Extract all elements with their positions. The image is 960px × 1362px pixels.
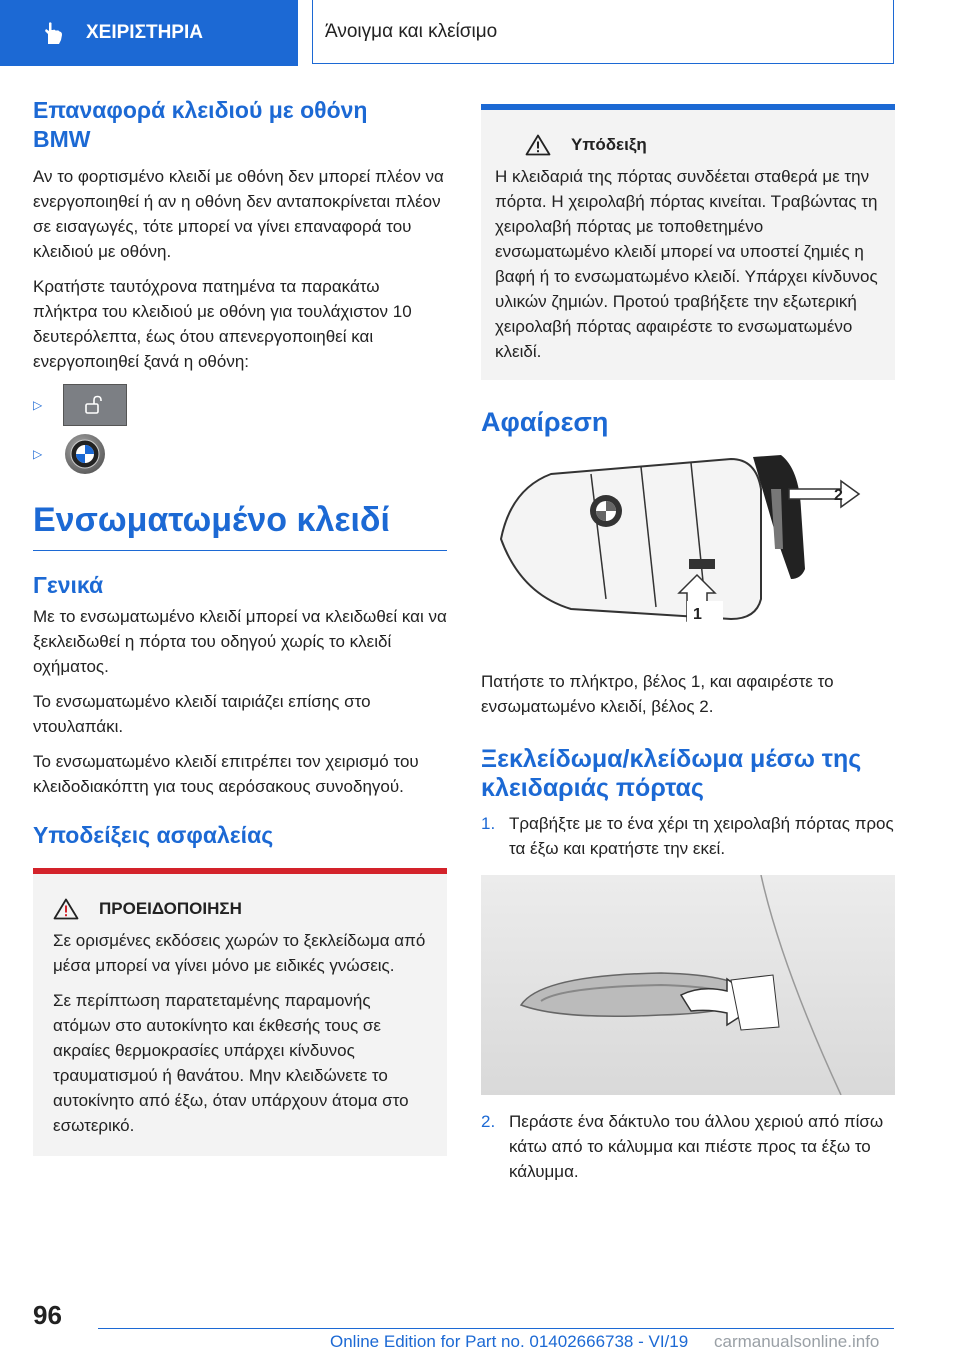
right-column xyxy=(481,104,895,1196)
step-text: Τραβήξτε με το ένα χέρι τη χειρολαβή πόρτας προς τα έξω και κρατήστε την εκεί. xyxy=(509,814,894,858)
list-item xyxy=(481,1109,895,1184)
watermark: carmanualsonline.info xyxy=(714,1332,880,1351)
arrow-label-1: 1 xyxy=(693,606,702,623)
reset-paragraph-2: Κρατήστε ταυτόχρονα πατημένα τα παρακάτω πλήκτρα του κλειδιού με οθόνη για τουλάχιστον 10 δευτερόλεπτα, έως ότου απενεργοποιηθεί και ενεργοποιηθεί ξανά η οθόνη: xyxy=(33,277,412,371)
list-item xyxy=(481,811,895,861)
step-number: 1. xyxy=(481,814,496,833)
caution-triangle-icon xyxy=(525,134,551,156)
step-number: 2. xyxy=(481,1112,496,1131)
door-handle-figure xyxy=(481,875,895,1095)
hand-pointer-icon xyxy=(40,20,66,46)
edition-text: Online Edition for Part no. 01402666738 - VI/19 xyxy=(330,1332,689,1351)
lock-section-title: Ξεκλείδωμα/κλείδωμα μέσω της κλειδαριάς πόρτας xyxy=(481,745,862,802)
door-handle-illustration xyxy=(481,875,895,1095)
warning-triangle-icon xyxy=(53,898,79,920)
bullet-triangle-icon: ▷ xyxy=(33,398,43,412)
reset-paragraph-1: Αν το φορτισμένο κλειδί με οθόνη δεν μπορεί πλέον να ενεργοποιηθεί ή αν η οθόνη δεν ανταποκρίνεται πλέον σε εισαγωγές, τότε μπορεί να γίνει επαναφορά του κλειδιού με οθόνη. xyxy=(33,167,444,261)
safety-section-title: Υποδείξεις ασφαλείας xyxy=(33,822,274,848)
reset-section-title: Επαναφορά κλειδιού με οθόνη BMW xyxy=(33,97,368,152)
page-header xyxy=(0,0,960,66)
main-title-block xyxy=(33,500,447,551)
page-title: Ενσωματωμένο κλειδί xyxy=(33,501,390,539)
note-header xyxy=(525,134,881,156)
note-title: Υπόδειξη xyxy=(571,135,647,154)
arrow-label-2: 2 xyxy=(834,487,843,504)
manual-section-tab[interactable] xyxy=(0,0,298,66)
unlock-icon xyxy=(84,395,106,415)
removal-section-title: Αφαίρεση xyxy=(481,407,609,437)
bullet-triangle-icon: ▷ xyxy=(33,447,43,461)
key-removal-illustration xyxy=(481,449,895,649)
chapter-title: Άνοιγμα και κλείσιμο xyxy=(312,0,894,64)
general-section-title: Γενικά xyxy=(33,572,104,598)
warning-paragraph-1: Σε ορισμένες εκδόσεις χωρών το ξεκλείδωμα από μέσα μπορεί να γίνει μόνο με ειδικές γνώσεις. xyxy=(53,931,426,975)
unlock-button-image xyxy=(63,384,127,426)
list-item xyxy=(33,384,447,426)
manual-section-label: ΧΕΙΡΙΣΤΗΡΙΑ xyxy=(86,22,203,43)
note-paragraph: Η κλειδαριά της πόρτας συνδέεται σταθερά με την πόρτα. Η χειρολαβή πόρτας κινείται. Τραβώντας τη χειρολαβή πόρτας με τοποθετημένο ενσωματωμένο κλειδί μπορεί να υποστεί ζημιές η βαφή ή το ενσωματωμένο κλειδί. Υπάρχει κίνδυνος υλικών ζημιών. Προτού τραβήξετε την εξωτερική χειρολαβή πόρτας αφαιρέστε το ενσωματωμένο κλειδί. xyxy=(495,167,878,361)
warning-box xyxy=(33,868,447,1156)
general-paragraph-2: Το ενσωματωμένο κλειδί ταιριάζει επίσης στο ντουλαπάκι. xyxy=(33,692,371,736)
step-text: Περάστε ένα δάκτυλο του άλλου χεριού από πίσω κάτω από το κάλυμμα και πιέστε προς τα έξω το κάλυμμα. xyxy=(509,1112,884,1181)
warning-paragraph-2: Σε περίπτωση παρατεταμένης παραμονής ατόμων στο αυτοκίνητο και έκθεσής τους σε ακραίες θερμοκρασίες υπάρχει κίνδυνος τραυματισμού ή θανάτου. Μην κλειδώνετε το αυτοκίνητο από έξω, όταν υπάρχουν άτομα στο εσωτερικό. xyxy=(53,991,409,1135)
general-paragraph-3: Το ενσωματωμένο κλειδί επιτρέπει τον χειρισμό του κλειδοδιακόπτη για τους αερόσακους συνοδηγού. xyxy=(33,752,419,796)
removal-paragraph: Πατήστε το πλήκτρο, βέλος 1, και αφαιρέστε το ενσωματωμένο κλειδί, βέλος 2. xyxy=(481,672,834,716)
footer-divider xyxy=(98,1328,894,1329)
integrated-key-figure xyxy=(481,449,895,649)
note-box xyxy=(481,104,895,380)
bmw-logo-icon xyxy=(70,439,100,469)
general-paragraph-1: Με το ενσωματωμένο κλειδί μπορεί να κλειδωθεί και να ξεκλειδωθεί η πόρτα του οδηγού χωρίς το κλειδί οχήματος. xyxy=(33,607,447,676)
bmw-roundel-button-image xyxy=(65,434,105,474)
warning-title: ΠΡΟΕΙΔΟΠΟΙΗΣΗ xyxy=(99,899,242,918)
warning-header xyxy=(53,898,427,920)
list-item xyxy=(33,434,447,474)
left-column xyxy=(33,96,447,1156)
page-number: 96 xyxy=(33,1300,62,1330)
